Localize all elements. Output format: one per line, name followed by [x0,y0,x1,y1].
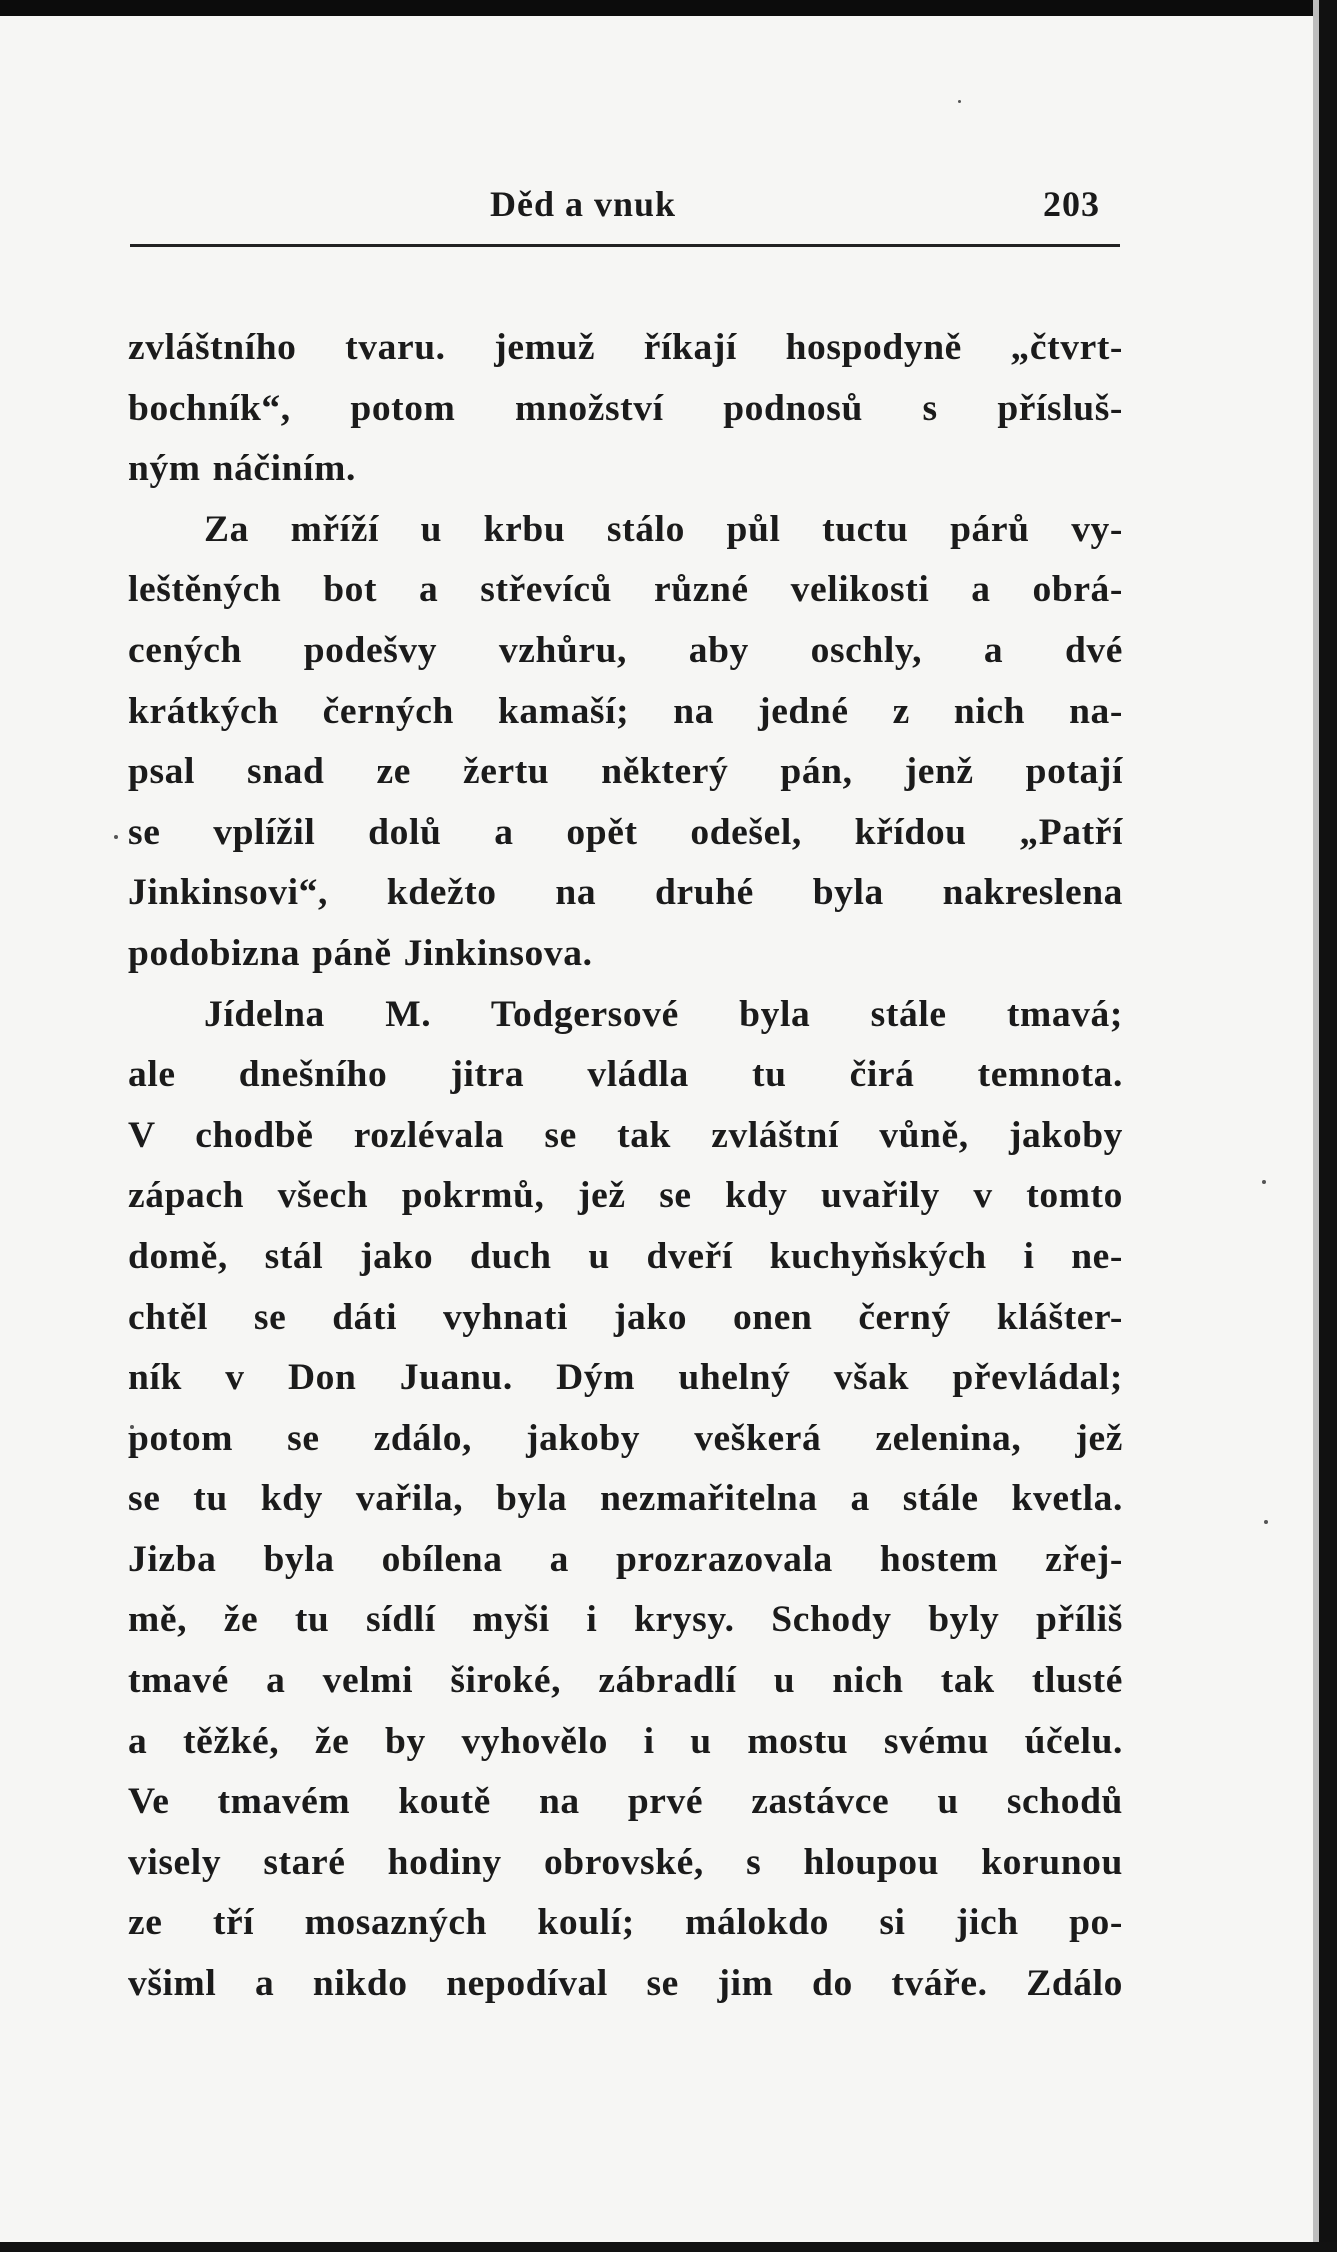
dust-speck [958,100,961,103]
text-line: zápach všech pokrmů, jež se kdy uvařily v tomto [128,1175,1123,1217]
text-line: Jinkinsovi“, kdežto na druhé byla nakreslena [128,872,1123,914]
scan-border-right [1319,0,1337,2252]
text-line: ze tří mosazných koulí; málokdo si jich po- [128,1902,1123,1944]
text-line: cených podešvy vzhůru, aby oschly, a dvé [128,629,1123,671]
text-line: podobizna páně Jinkinsova. [128,932,593,974]
text-line: Ve tmavém koutě na prvé zastávce u schodů [128,1781,1123,1823]
text-line: domě, stál jako duch u dveří kuchyňských i ne- [128,1235,1123,1277]
text-line: zvláštního tvaru. jemuž říkají hospodyně „čtvrt- [128,327,1123,368]
text-line: ným náčiním. [128,448,356,490]
text-line: krátkých černých kamaší; na jedné z nich na- [128,690,1123,732]
scan-border-top [0,0,1337,16]
text-line: a těžké, že by vyhovělo i u mostu svému účelu. [128,1720,1123,1762]
text-line: bochník“, potom množství podnosů s přísluš- [128,387,1123,429]
text-line: chtěl se dáti vyhnati jako onen černý klášter- [128,1296,1123,1338]
text-line: mě, že tu sídlí myši i krysy. Schody byly příliš [128,1599,1123,1641]
body-text [128,318,1123,2015]
text-line: psal snad ze žertu některý pán, jenž potají [128,751,1123,793]
dust-speck [114,835,118,839]
dust-speck [1262,1180,1266,1184]
text-line: všiml a nikdo nepodíval se jim do tváře. Zdálo [128,1963,1123,2005]
text-line: V chodbě rozlévala se tak zvláštní vůně, jakoby [128,1114,1123,1156]
text-line: tmavé a velmi široké, zábradlí u nich tak tlusté [128,1660,1123,1702]
text-line: Jídelna M. Todgersové byla stále tmavá; [204,993,1123,1035]
text-line: ník v Don Juanu. Dým uhelný však převládal; [128,1357,1123,1399]
running-title: Děd a vnuk [490,184,677,224]
text-line: visely staré hodiny obrovské, s hloupou korunou [128,1841,1123,1883]
dust-speck [1264,1520,1268,1524]
text-line: ale dnešního jitra vládla tu čirá temnota. [128,1054,1123,1096]
page-number: 203 [1043,184,1100,224]
text-line: potom se zdálo, jakoby veškerá zelenina, jež [128,1417,1123,1459]
text-line: se tu kdy vařila, byla nezmařitelna a stále kvetla. [128,1478,1123,1520]
page-header [130,183,1120,229]
header-rule [130,244,1120,247]
text-line: Jizba byla obílena a prozrazovala hostem zřej- [128,1538,1123,1580]
scan-border-bottom [0,2242,1337,2252]
text-line: leštěných bot a střevíců různé velikosti a obrá- [128,569,1123,611]
text-line: se vplížil dolů a opět odešel, křídou „Patří [128,811,1123,853]
text-line: Za mříží u krbu stálo půl tuctu párů vy- [204,508,1123,550]
